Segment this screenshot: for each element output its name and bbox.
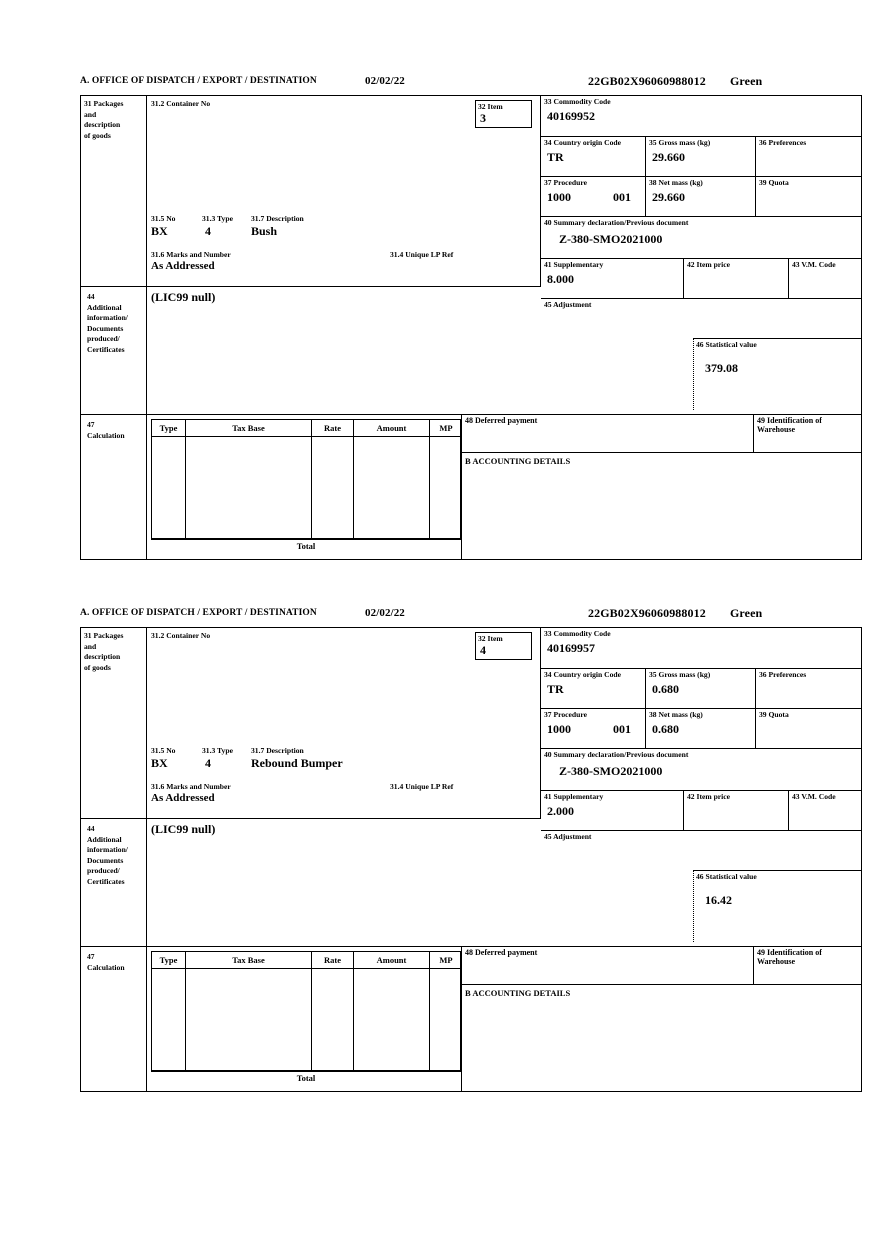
box34-label: 34 Country origin Code bbox=[544, 670, 621, 679]
box47-label: 47 Calculation bbox=[87, 952, 125, 972]
box46-label: 46 Statistical value bbox=[696, 340, 757, 349]
box33-commodity-code bbox=[541, 96, 861, 136]
box34-label: 34 Country origin Code bbox=[544, 138, 621, 147]
packages-type-value: 4 bbox=[205, 224, 211, 238]
movement-reference-number: 22GB02X96060988012 bbox=[588, 74, 706, 88]
box38-value: 29.660 bbox=[652, 190, 685, 204]
marks-and-number-label: 31.6 Marks and Number bbox=[151, 782, 231, 791]
customs-declaration-item-1 bbox=[80, 76, 862, 560]
box31-label: 31 Packages and description of goods bbox=[84, 631, 124, 672]
box32-value: 3 bbox=[480, 111, 486, 125]
box36-label: 36 Preferences bbox=[759, 138, 807, 147]
box43-vm-code bbox=[789, 790, 861, 830]
box37-procedure bbox=[541, 708, 646, 748]
calc-col-amount: Amount bbox=[354, 952, 430, 969]
box35-label: 35 Gross mass (kg) bbox=[649, 670, 711, 679]
calc-col-rate: Rate bbox=[312, 420, 354, 437]
packages-no-value: BX bbox=[151, 756, 168, 770]
box40-summary-declaration bbox=[541, 748, 861, 790]
box37-value2: 001 bbox=[613, 190, 631, 204]
box41-label: 41 Supplementary bbox=[544, 260, 604, 269]
box47-calculation-region bbox=[147, 414, 861, 559]
box46-value: 16.42 bbox=[705, 893, 732, 907]
declaration-grid bbox=[80, 95, 862, 560]
calc-col-tax-base: Tax Base bbox=[186, 420, 312, 437]
box35-value: 0.680 bbox=[652, 682, 679, 696]
box49-label: 49 Identification of Warehouse bbox=[757, 416, 822, 434]
divider bbox=[81, 818, 147, 819]
declaration-date: 02/02/22 bbox=[365, 75, 405, 87]
box45-label: 45 Adjustment bbox=[544, 832, 592, 841]
box45-adjustment bbox=[541, 298, 861, 338]
calc-total-label: Total bbox=[151, 1071, 461, 1083]
box38-label: 38 Net mass (kg) bbox=[649, 710, 703, 719]
calc-cell-amount bbox=[354, 437, 430, 538]
calc-cell-tax-base bbox=[186, 969, 312, 1070]
box43-vm-code bbox=[789, 258, 861, 298]
box42-label: 42 Item price bbox=[687, 260, 731, 269]
box43-label: 43 V.M. Code bbox=[792, 792, 836, 801]
box41-value: 2.000 bbox=[547, 804, 574, 818]
unique-lp-ref-label: 31.4 Unique LP Ref bbox=[390, 782, 454, 791]
calc-col-amount: Amount bbox=[354, 420, 430, 437]
boxB-label: B ACCOUNTING DETAILS bbox=[465, 456, 571, 466]
boxB-accounting-details bbox=[461, 985, 861, 1091]
box42-label: 42 Item price bbox=[687, 792, 731, 801]
box39-quota bbox=[756, 176, 861, 216]
packages-description-label: 31.7 Description bbox=[251, 746, 304, 755]
box37-label: 37 Procedure bbox=[544, 178, 587, 187]
box46-statistical-value bbox=[693, 338, 861, 410]
box37-procedure bbox=[541, 176, 646, 216]
box34-country-origin bbox=[541, 136, 646, 176]
box33-value: 40169952 bbox=[547, 109, 595, 123]
box44-value: (LIC99 null) bbox=[151, 290, 216, 304]
unique-lp-ref-label: 31.4 Unique LP Ref bbox=[390, 250, 454, 259]
calc-cell-mp bbox=[430, 437, 462, 538]
box33-label: 33 Commodity Code bbox=[544, 629, 611, 638]
boxB-label: B ACCOUNTING DETAILS bbox=[465, 988, 571, 998]
box37-value: 1000 bbox=[547, 722, 571, 736]
packages-no-label: 31.5 No bbox=[151, 746, 176, 755]
calc-cell-mp bbox=[430, 969, 462, 1070]
packages-type-label: 31.3 Type bbox=[202, 746, 233, 755]
boxB-accounting-details bbox=[461, 453, 861, 559]
movement-reference-number: 22GB02X96060988012 bbox=[588, 606, 706, 620]
packages-description-value: Bush bbox=[251, 224, 278, 238]
box35-gross-mass bbox=[646, 668, 756, 708]
calc-cell-type bbox=[152, 437, 186, 538]
calculation-table bbox=[151, 419, 461, 539]
packages-type-label: 31.3 Type bbox=[202, 214, 233, 223]
calc-col-type: Type bbox=[152, 420, 186, 437]
calc-col-mp: MP bbox=[430, 420, 462, 437]
box41-supplementary bbox=[541, 790, 684, 830]
box38-value: 0.680 bbox=[652, 722, 679, 736]
box47-calculation-region bbox=[147, 946, 861, 1091]
routing-lane: Green bbox=[730, 74, 763, 88]
box35-value: 29.660 bbox=[652, 150, 685, 164]
form-header bbox=[80, 76, 862, 92]
box36-preferences bbox=[756, 136, 861, 176]
calc-cell-amount bbox=[354, 969, 430, 1070]
box32-label: 32 Item bbox=[478, 634, 503, 643]
box35-gross-mass bbox=[646, 136, 756, 176]
packages-type-value: 4 bbox=[205, 756, 211, 770]
box31-inner bbox=[147, 96, 541, 286]
box49-warehouse-id bbox=[753, 947, 861, 985]
box37-value2: 001 bbox=[613, 722, 631, 736]
calc-cell-type bbox=[152, 969, 186, 1070]
box37-value: 1000 bbox=[547, 190, 571, 204]
box49-warehouse-id bbox=[753, 415, 861, 453]
customs-declaration-item-2 bbox=[80, 608, 862, 1092]
box41-value: 8.000 bbox=[547, 272, 574, 286]
box32-label: 32 Item bbox=[478, 102, 503, 111]
box39-label: 39 Quota bbox=[759, 710, 789, 719]
office-of-dispatch-label: A. OFFICE OF DISPATCH / EXPORT / DESTINATION bbox=[80, 608, 317, 618]
form-header bbox=[80, 608, 862, 624]
box43-label: 43 V.M. Code bbox=[792, 260, 836, 269]
box49-label: 49 Identification of Warehouse bbox=[757, 948, 822, 966]
box33-label: 33 Commodity Code bbox=[544, 97, 611, 106]
box38-net-mass bbox=[646, 176, 756, 216]
box32-item-number bbox=[475, 632, 532, 660]
box39-quota bbox=[756, 708, 861, 748]
box46-statistical-value bbox=[693, 870, 861, 942]
box40-label: 40 Summary declaration/Previous document bbox=[544, 218, 689, 227]
divider bbox=[81, 946, 147, 947]
box32-item-number bbox=[475, 100, 532, 128]
declaration-date: 02/02/22 bbox=[365, 607, 405, 619]
box39-label: 39 Quota bbox=[759, 178, 789, 187]
box44-label: 44 Additional information/ Documents produced/ Certificates bbox=[87, 292, 128, 354]
box32-value: 4 bbox=[480, 643, 486, 657]
packages-description-label: 31.7 Description bbox=[251, 214, 304, 223]
box42-item-price bbox=[684, 258, 789, 298]
box44-label: 44 Additional information/ Documents produced/ Certificates bbox=[87, 824, 128, 886]
box46-label: 46 Statistical value bbox=[696, 872, 757, 881]
marks-and-number-label: 31.6 Marks and Number bbox=[151, 250, 231, 259]
box42-item-price bbox=[684, 790, 789, 830]
packages-no-value: BX bbox=[151, 224, 168, 238]
box36-label: 36 Preferences bbox=[759, 670, 807, 679]
box33-value: 40169957 bbox=[547, 641, 595, 655]
box38-label: 38 Net mass (kg) bbox=[649, 178, 703, 187]
container-no-label: 31.2 Container No bbox=[151, 99, 211, 108]
box41-supplementary bbox=[541, 258, 684, 298]
box40-value: Z-380-SMO2021000 bbox=[559, 764, 663, 778]
calc-cell-rate bbox=[312, 969, 354, 1070]
routing-lane: Green bbox=[730, 606, 763, 620]
box40-value: Z-380-SMO2021000 bbox=[559, 232, 663, 246]
box44-additional-information bbox=[147, 818, 541, 946]
box31-label: 31 Packages and description of goods bbox=[84, 99, 124, 140]
box48-label: 48 Deferred payment bbox=[465, 948, 538, 957]
declaration-grid bbox=[80, 627, 862, 1092]
calc-total-label: Total bbox=[151, 539, 461, 551]
box40-summary-declaration bbox=[541, 216, 861, 258]
box37-label: 37 Procedure bbox=[544, 710, 587, 719]
box44-value: (LIC99 null) bbox=[151, 822, 216, 836]
box48-label: 48 Deferred payment bbox=[465, 416, 538, 425]
calc-cell-tax-base bbox=[186, 437, 312, 538]
divider bbox=[81, 286, 147, 287]
calc-col-type: Type bbox=[152, 952, 186, 969]
box31-inner bbox=[147, 628, 541, 818]
box41-label: 41 Supplementary bbox=[544, 792, 604, 801]
box34-value: TR bbox=[547, 682, 564, 696]
box45-adjustment bbox=[541, 830, 861, 870]
calc-col-mp: MP bbox=[430, 952, 462, 969]
box34-country-origin bbox=[541, 668, 646, 708]
office-of-dispatch-label: A. OFFICE OF DISPATCH / EXPORT / DESTINATION bbox=[80, 76, 317, 86]
packages-no-label: 31.5 No bbox=[151, 214, 176, 223]
marks-and-number-value: As Addressed bbox=[151, 260, 215, 272]
container-no-label: 31.2 Container No bbox=[151, 631, 211, 640]
box33-commodity-code bbox=[541, 628, 861, 668]
box45-label: 45 Adjustment bbox=[544, 300, 592, 309]
box35-label: 35 Gross mass (kg) bbox=[649, 138, 711, 147]
packages-description-value: Rebound Bumper bbox=[251, 756, 343, 770]
calc-col-rate: Rate bbox=[312, 952, 354, 969]
divider bbox=[81, 414, 147, 415]
box36-preferences bbox=[756, 668, 861, 708]
box34-value: TR bbox=[547, 150, 564, 164]
box44-additional-information bbox=[147, 286, 541, 414]
box38-net-mass bbox=[646, 708, 756, 748]
calc-col-tax-base: Tax Base bbox=[186, 952, 312, 969]
calculation-table bbox=[151, 951, 461, 1071]
box46-value: 379.08 bbox=[705, 361, 738, 375]
marks-and-number-value: As Addressed bbox=[151, 792, 215, 804]
calc-cell-rate bbox=[312, 437, 354, 538]
box40-label: 40 Summary declaration/Previous document bbox=[544, 750, 689, 759]
box47-label: 47 Calculation bbox=[87, 420, 125, 440]
